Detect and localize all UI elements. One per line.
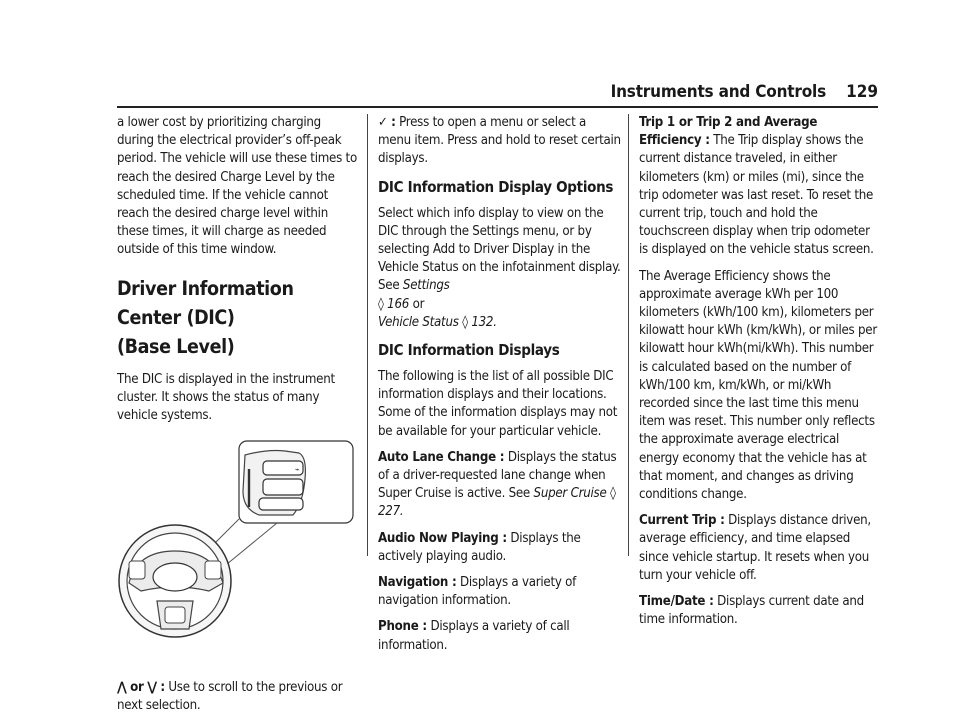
super-cruise-link[interactable]: Super Cruise: [533, 486, 607, 502]
time-date-label: Time/Date :: [639, 594, 714, 610]
section-title: Instruments and Controls: [610, 82, 826, 102]
trip-entry: [639, 114, 879, 260]
navigation-text: Displays a variety of navigation information.: [378, 575, 577, 609]
heading-line-2: (Base Level): [117, 334, 235, 358]
trip-text: The Trip display shows the current distance traveled, in either kilometers (km) or miles (mi), since the trip odometer was last reset. To reset the current trip, touch and hold the touchscreen display when trip odometer is displayed on the vehicle status screen.: [639, 133, 874, 258]
steering-wheel-figure: [117, 433, 355, 671]
displays-heading: DIC Information Displays: [378, 341, 560, 360]
callout-button-bottom: [259, 498, 303, 510]
check-icon: ✓: [378, 115, 388, 130]
navigation-label: Navigation :: [378, 575, 457, 591]
options-paragraph: [378, 205, 622, 332]
select-description: [378, 114, 622, 169]
or-text: or: [412, 296, 425, 312]
page-ref-arrow: ◊: [610, 486, 616, 502]
phone-entry: [378, 618, 622, 654]
audio-label: Audio Now Playing :: [378, 530, 507, 546]
section-heading: [117, 274, 357, 361]
audio-entry: [378, 530, 622, 566]
time-date-text: Displays current date and time information.: [639, 594, 864, 628]
super-cruise-page-ref[interactable]: 227.: [378, 504, 404, 520]
page-ref-arrow: ◊: [378, 296, 384, 312]
chevron-down-icon: ⋁: [147, 680, 157, 696]
callout-button-mid: [263, 479, 303, 495]
auto-lane-entry: [378, 449, 622, 522]
check-colon: :: [391, 115, 396, 130]
options-heading: DIC Information Display Options: [378, 177, 614, 196]
page-number: 129: [846, 82, 878, 102]
displays-paragraph: The following is the list of all possible DIC information displays and their locations. Some of the information displays may not be available for your particular vehicle.: [378, 369, 618, 439]
heading-line-1: Driver Information Center (DIC): [117, 276, 294, 329]
svg-text:⌁: ⌁: [295, 465, 300, 475]
time-date-entry: [639, 593, 879, 629]
current-trip-entry: [639, 512, 879, 585]
trip-label: Trip 1 or Trip 2 and Average Efficiency :: [639, 115, 818, 149]
column-2: [378, 114, 622, 663]
phone-text: Displays a variety of call information.: [378, 619, 570, 653]
scroll-text: Use to scroll to the previous or next selection.: [117, 680, 343, 714]
steering-wheel-icon: [117, 433, 355, 671]
check-text: Press to open a menu or select a menu item. Press and hold to reset certain displays.: [378, 115, 621, 167]
header-rule: [117, 106, 878, 108]
scroll-colon: :: [160, 680, 165, 696]
column-divider: [367, 114, 368, 556]
vehicle-status-link[interactable]: Vehicle Status: [378, 314, 459, 330]
auto-lane-label: Auto Lane Change :: [378, 449, 505, 465]
settings-link[interactable]: Settings: [402, 278, 450, 294]
column-divider: [628, 114, 629, 556]
page-ref-arrow: ◊: [462, 314, 468, 330]
average-efficiency-paragraph: The Average Efficiency shows the approximate average kWh per 100 kilometers (kWh/100 km), kilometers per kilowatt hour kWh (km/kWh), or miles per kilowatt hour kWh(mi/kWh). This number is calculated based on the number of kWh/100 km, km/kWh, or mi/kWh recorded since the last time this menu item was reset. This number only reflects the approximate average electrical energy economy that the vehicle has at that moment, and changes as driving conditions change.: [639, 268, 877, 503]
options-text: Select which info display to view on the DIC through the Settings menu, or by selecting Add to Driver Display in the Vehicle Status on the infotainment display. See: [378, 205, 621, 294]
chevron-up-icon: ⋀: [117, 680, 127, 696]
vehicle-status-page-ref[interactable]: 132.: [471, 314, 497, 330]
dic-description: The DIC is displayed in the instrument cluster. It shows the status of many vehicle systems.: [117, 371, 335, 424]
column-1: [117, 114, 357, 724]
navigation-entry: [378, 574, 622, 610]
or-label: or: [130, 680, 144, 696]
settings-page-ref[interactable]: 166: [387, 296, 410, 312]
current-trip-label: Current Trip :: [639, 513, 725, 529]
page-header: [0, 82, 878, 106]
intro-paragraph: a lower cost by prioritizing charging during the electrical provider’s off-peak period. The vehicle will use these times to reach the desired Charge Level by the scheduled time. If the vehicle cannot reach the desired charge level within these times, it will charge as needed outside of this time window.: [117, 115, 357, 258]
phone-label: Phone :: [378, 619, 427, 635]
auto-lane-text: Displays the status of a driver-requested lane change when Super Cruise is active. See: [378, 449, 617, 502]
current-trip-text: Displays distance driven, average efficiency, and time elapsed since vehicle startup. It resets when you turn your vehicle off.: [639, 513, 871, 583]
column-3: [639, 114, 879, 637]
audio-text: Displays the actively playing audio.: [378, 530, 581, 564]
scroll-description: [117, 679, 357, 715]
